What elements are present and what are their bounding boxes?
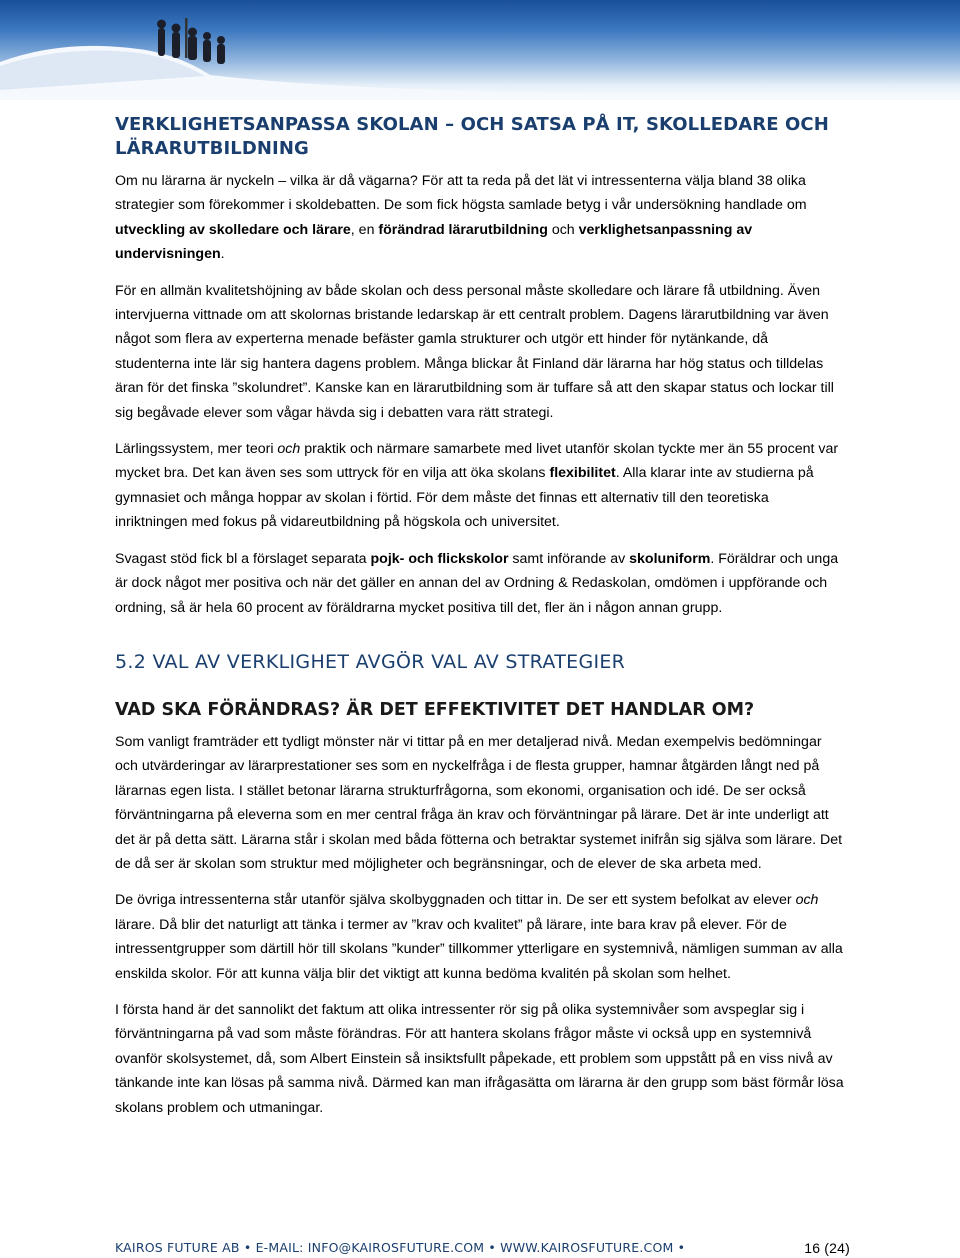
snow-mountain-illustration	[0, 0, 960, 100]
page-footer	[115, 1240, 850, 1258]
subsection-heading: VAD SKA FÖRÄNDRAS? ÄR DET EFFEKTIVITET DET HANDLAR OM?	[115, 699, 755, 720]
chapter-heading: 5.2 VAL AV VERKLIGHET AVGÖR VAL AV STRATEGIER	[115, 650, 626, 673]
section-heading: VERKLIGHETSANPASSA SKOLAN – OCH SATSA PÅ IT, SKOLLEDARE OCH LÄRARUTBILDNING	[115, 114, 829, 159]
document-body	[115, 113, 845, 1120]
page-number: 16 (24)	[804, 1240, 850, 1256]
paragraph-7: I första hand är det sannolikt det faktum att olika intressenter rör sig på olika systemnivåer som avspeglar sig i förväntningarna på vad som måste förändras. För att hantera skolans frågor måste vi också upp en systemnivå ovanför skolsystemet, då, som Albert Einstein så insiktsfullt påpekade, ett problem som uppstått på en viss nivå av tänkande inte kan lösas på samma nivå. Därmed kan man ifrågasätta om lärarna är den grupp som bäst förmår lösa skolans problem och utmaningar.	[115, 1001, 844, 1116]
paragraph-5: Som vanligt framträder ett tydligt mönster när vi tittar på en mer detaljerad nivå. Medan exempelvis bedömningar och utvärderingar av lärarprestationer ses som en nyckelfråga i de flesta grupper, hamnar åtgärden långt ned på lärarnas egen lista. I stället betonar lärarna strukturfrågorna, som ekonomi, organisation och idé. De ser också förväntningarna på eleverna som en mer central fråga än krav och förväntningar på lärare. Det är inte underligt att det är på detta sätt. Lärarna står i skolan med båda fötterna och betraktar systemet inifrån sig själva som lärare. Det de då ser är skolan som struktur med möjligheter och begränsningar, och de elever de ska arbeta med.	[115, 733, 843, 872]
paragraph-3: Lärlingssystem, mer teori och praktik och närmare samarbete med livet utanför skolan tyckte mer än 55 procent var mycket bra. Det kan även ses som uttryck för en vilja att öka skolans flexibilitet. Alla klarar inte av studierna på gymnasiet och många hoppar av skolan i förtid. För dem måste det finnas ett alternativ till den teoretiska inriktningen med fokus på vidareutbildning på högskola och universitet.	[115, 441, 839, 531]
header-banner-image	[0, 0, 960, 100]
paragraph-2: För en allmän kvalitetshöjning av både skolan och dess personal måste skolledare och lärare få utbildning. Även intervjuerna vittnade om att skolornas bristande ledarskap är ett centralt problem. Dagens lärarutbildning var även något som flera av experterna menade befäster gamla strukturer och utgör ett hinder för nytänkande, då studenterna inte lär sig hantera dagens problem. Många blickar åt Finland där lärarna har hög status och tilldelas äran för det finska ”skolundret”. Kanske kan en lärarutbildning som är tuffare så att den skapar status och lockar till sig begåvade elever som vågar hävda sig i debatten vara rätt strategi.	[115, 282, 834, 421]
paragraph-1: Om nu lärarna är nyckeln – vilka är då vägarna? För att ta reda på det lät vi intressenterna välja bland 38 olika strategier som förekommer i skoldebatten. De som fick högsta samlade betyg i vår undersökning handlade om utveckling av skolledare och lärare, en förändrad lärarutbildning och verklighetsanpassning av undervisningen.	[115, 173, 807, 263]
paragraph-4: Svagast stöd fick bl a förslaget separata pojk- och flickskolor samt införande av skoluniform. Föräldrar och unga är dock något mer positiva och när det gäller en annan del av Ordning & Redaskolan, omdömen i uppförande och ordning, så är hela 60 procent av föräldrarna mycket positiva till det, fler än i någon annan grupp.	[115, 550, 839, 616]
footer-contact: KAIROS FUTURE AB • E-MAIL: INFO@KAIROSFUTURE.COM • WWW.KAIROSFUTURE.COM •	[115, 1240, 686, 1255]
paragraph-6: De övriga intressenterna står utanför själva skolbyggnaden och tittar in. De ser ett system befolkat av elever och lärare. Då blir det naturligt att tänka i termer av ”krav och kvalitet” på lärare, inte bara krav på elever. För de intressentgrupper som därtill hör till skolans ”kunder” tillkommer ytterligare en systemnivå, nämligen summan av alla enskilda skolor. För att kunna välja blir det viktigt att kunna bedöma kvalitén på skolan som helhet.	[115, 892, 843, 982]
